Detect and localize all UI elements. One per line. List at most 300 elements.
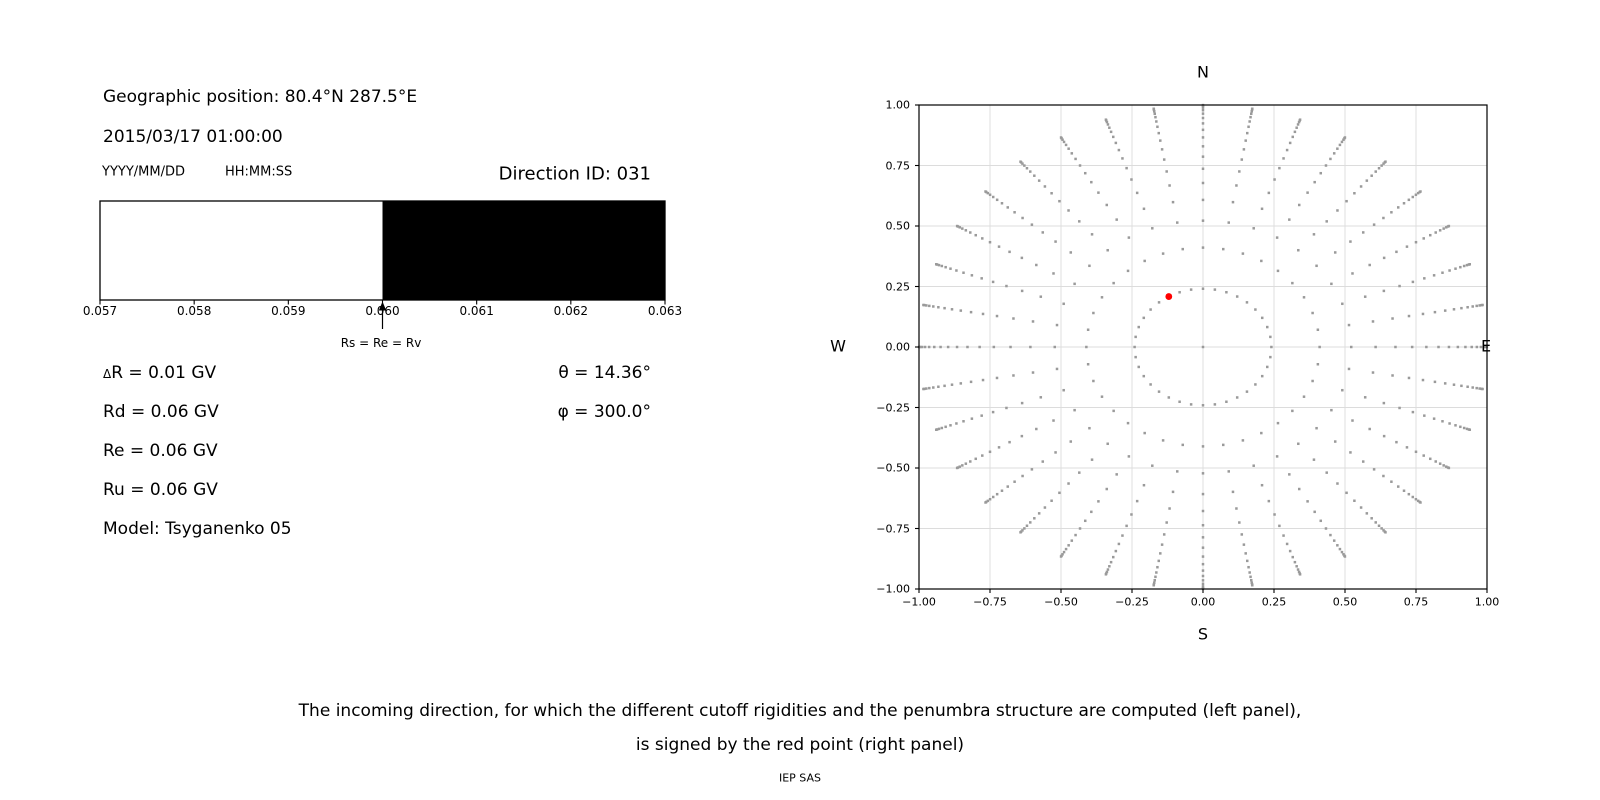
direction-dot (949, 267, 952, 270)
caption-line2: is signed by the red point (right panel) (635, 735, 965, 755)
direction-dot (1058, 492, 1061, 495)
direction-dot (1106, 443, 1109, 446)
direction-dot (996, 199, 999, 202)
direction-dot (1408, 493, 1411, 496)
direction-dot (1249, 576, 1252, 579)
direction-dot (1434, 231, 1437, 234)
direction-dot (974, 234, 977, 237)
direction-dot (1202, 122, 1205, 125)
direction-dot (1370, 174, 1373, 177)
direction-dot (993, 346, 996, 349)
direction-dot (1457, 346, 1460, 349)
direction-dot (982, 379, 985, 382)
direction-dot (1441, 271, 1444, 274)
direction-dot (1181, 248, 1184, 251)
direction-dot (1038, 179, 1041, 182)
direction-dot (1052, 419, 1055, 422)
direction-dot (1329, 158, 1332, 161)
direction-dot (956, 467, 959, 470)
direction-dot (1471, 305, 1474, 308)
direction-dot (1156, 566, 1159, 569)
direction-dot (1108, 126, 1111, 129)
direction-dot (1172, 201, 1175, 204)
direction-dot (1306, 191, 1309, 194)
direction-dot (1029, 521, 1032, 524)
direction-dot (1115, 473, 1118, 476)
direction-dot (960, 309, 963, 312)
direction-dot (1391, 374, 1394, 377)
direction-dot (980, 414, 983, 417)
x-tick-label: 0.25 (1261, 595, 1287, 609)
direction-dot (1403, 202, 1406, 205)
direction-dot (1118, 543, 1121, 546)
y-tick-label: 0.00 (885, 340, 910, 354)
direction-dot (1382, 217, 1385, 220)
direction-dot (1315, 427, 1318, 430)
direction-dot (965, 462, 968, 465)
direction-dot (1429, 458, 1432, 461)
direction-dot (1251, 584, 1254, 587)
direction-dot (1158, 390, 1161, 393)
direction-dot (1176, 470, 1179, 473)
direction-dot (1299, 573, 1302, 576)
y-tick-label: −1.00 (876, 582, 910, 596)
direction-dot (1454, 424, 1457, 427)
direction-dot (955, 269, 958, 272)
direction-dot (1157, 132, 1160, 135)
direction-dot (1448, 346, 1451, 349)
direction-dot (1019, 531, 1022, 534)
direction-dot (1127, 422, 1130, 425)
direction-dot (1374, 346, 1377, 349)
direction-dot (1374, 170, 1377, 173)
direction-dot (1364, 396, 1367, 399)
direction-dot (1341, 551, 1344, 554)
direction-dot (1176, 221, 1179, 224)
direction-dot (1433, 274, 1436, 277)
direction-dot (1246, 390, 1249, 393)
direction-dot (1154, 576, 1157, 579)
direction-dot (1448, 225, 1451, 228)
direction-dot (1276, 455, 1279, 458)
direction-dot (1419, 190, 1422, 193)
direction-dot (1459, 266, 1462, 269)
direction-dot (1190, 403, 1193, 406)
direction-dot (1448, 467, 1451, 470)
bar-tick-label: 0.059 (271, 304, 306, 318)
direction-dot (1078, 220, 1081, 223)
direction-dot (1134, 356, 1137, 359)
direction-dot (1390, 211, 1393, 214)
direction-dot (1289, 142, 1292, 145)
direction-dot (1031, 468, 1034, 471)
direction-dot (1470, 346, 1473, 349)
direction-dot (1395, 441, 1398, 444)
direction-dot (1333, 539, 1336, 542)
direction-dot (1254, 308, 1257, 311)
direction-dot (996, 315, 999, 318)
direction-dot (1074, 534, 1077, 537)
direction-dot (1250, 113, 1253, 116)
direction-dot (1325, 220, 1328, 223)
direction-dot (1202, 510, 1205, 513)
direction-dot (1044, 506, 1047, 509)
direction-dot (1442, 464, 1445, 467)
direction-dot (951, 308, 954, 311)
direction-dot (1153, 113, 1156, 116)
direction-dot (943, 385, 946, 388)
direction-dot (1001, 202, 1004, 205)
direction-dot (1383, 402, 1386, 405)
direction-dot (1079, 527, 1082, 530)
direction-dot (1408, 199, 1411, 202)
direction-dot (1202, 182, 1205, 185)
direction-dot (1336, 147, 1339, 150)
direction-dot (1054, 240, 1057, 243)
direction-dot (992, 281, 995, 284)
direction-dot (1202, 136, 1205, 139)
direction-dot (1351, 272, 1354, 275)
direction-dot (1143, 484, 1146, 487)
direction-dot (1050, 192, 1053, 195)
direction-dot (1097, 191, 1100, 194)
compass-east-label: E (1480, 336, 1492, 356)
direction-dot (1282, 534, 1285, 537)
direction-dot (1403, 489, 1406, 492)
direction-dot (1336, 209, 1339, 212)
x-tick-label: 0.50 (1332, 595, 1358, 609)
direction-dot (961, 464, 964, 467)
direction-dot (1315, 265, 1318, 268)
direction-dot (932, 386, 935, 389)
direction-dot (956, 346, 959, 349)
direction-dot (989, 241, 992, 244)
direction-dot (1054, 346, 1057, 349)
direction-dot (928, 305, 931, 308)
direction-dot (1202, 145, 1205, 148)
direction-dot (1291, 282, 1294, 285)
direction-dot (1439, 462, 1442, 465)
direction-dot (1298, 488, 1301, 491)
direction-dot (1297, 568, 1300, 571)
delta-r-row (103, 363, 216, 383)
direction-dot (1042, 231, 1045, 234)
direction-dot (1162, 252, 1165, 255)
direction-dot (1411, 346, 1414, 349)
direction-dot (1268, 500, 1271, 503)
direction-dot (1299, 118, 1302, 121)
direction-dot (1151, 227, 1154, 230)
direction-dot (1412, 281, 1415, 284)
direction-dot (1029, 170, 1032, 173)
direction-dot (989, 451, 992, 454)
direction-dot (1394, 346, 1397, 349)
direction-dot (1270, 346, 1273, 349)
direction-dot (1101, 296, 1104, 299)
direction-dot (1225, 401, 1228, 404)
direction-dot (1273, 178, 1276, 181)
direction-dot (1448, 422, 1451, 425)
direction-dot (1463, 265, 1466, 268)
direction-dot (1408, 315, 1411, 318)
direction-dot (935, 428, 938, 431)
direction-dot (1292, 136, 1295, 139)
direction-dot (992, 496, 995, 499)
direction-dot (1202, 579, 1205, 582)
direction-dot (1118, 149, 1121, 152)
direction-dot (1374, 521, 1377, 524)
direction-dot (1306, 500, 1309, 503)
direction-dot (1269, 336, 1272, 339)
bar-tick-label: 0.063 (647, 304, 683, 318)
direction-dot (1050, 499, 1053, 502)
time-format-label: HH:MM:SS (225, 164, 293, 180)
direction-dot (1248, 120, 1251, 123)
direction-dot (1260, 260, 1263, 263)
direction-dot (1092, 312, 1095, 315)
direction-dot (962, 420, 965, 423)
direction-dot (941, 265, 944, 268)
direction-dot (1202, 168, 1205, 171)
direction-dot (1190, 288, 1193, 291)
bar-tick-label: 0.062 (553, 304, 589, 318)
direction-dot (1383, 257, 1386, 260)
direction-dot (1151, 464, 1154, 467)
direction-dot (1382, 475, 1385, 478)
direction-dot (1088, 265, 1091, 268)
direction-dot (1127, 270, 1130, 273)
direction-dot (1202, 472, 1205, 475)
direction-dot (1044, 185, 1047, 188)
direction-dot (1412, 196, 1415, 199)
direction-dot (992, 411, 995, 414)
penumbra-forbidden-region (383, 201, 666, 300)
direction-dot (947, 346, 950, 349)
direction-dot (1368, 428, 1371, 431)
direction-dot (984, 501, 987, 504)
direction-dot (1339, 144, 1342, 147)
direction-dot (1303, 395, 1306, 398)
direction-dot (1130, 178, 1133, 181)
direction-dot (1444, 309, 1447, 312)
direction-dot (1021, 290, 1024, 293)
direction-dot (1341, 303, 1344, 306)
incoming-direction-red-point (1165, 293, 1172, 300)
direction-dot (1345, 200, 1348, 203)
direction-dot (1110, 561, 1113, 564)
direction-dot (1349, 451, 1352, 454)
direction-dot (1415, 451, 1418, 454)
direction-dot (1149, 308, 1152, 311)
direction-dot (1035, 264, 1038, 267)
direction-dot (1278, 525, 1281, 528)
direction-dot (1466, 306, 1469, 309)
datetime: 2015/03/17 01:00:00 (103, 127, 283, 147)
direction-dot (1423, 414, 1426, 417)
direction-dot (1313, 233, 1316, 236)
direction-dot (981, 237, 984, 240)
direction-dot (1031, 223, 1034, 226)
direction-dot (1008, 251, 1011, 254)
direction-dot (1460, 307, 1463, 310)
direction-dot (961, 227, 964, 230)
direction-dot (989, 498, 992, 501)
direction-dot (1453, 383, 1456, 386)
direction-dot (1001, 489, 1004, 492)
geographic-position: Geographic position: 80.4°N 287.5°E (103, 87, 418, 107)
direction-dot (928, 346, 931, 349)
direction-dot (1341, 141, 1344, 144)
direction-dot (1073, 283, 1076, 286)
direction-dot (1384, 531, 1387, 534)
direction-dot (1294, 561, 1297, 564)
compass-west-label: W (830, 336, 846, 356)
direction-dot (1329, 534, 1332, 537)
direction-dot (1090, 511, 1093, 514)
direction-dot (1298, 204, 1301, 207)
direction-dot (1244, 552, 1247, 555)
direction-dot (1101, 395, 1104, 398)
direction-dot (1384, 160, 1387, 163)
direction-dot (1073, 409, 1076, 412)
direction-dot (1294, 131, 1297, 134)
direction-dot (1168, 507, 1171, 510)
direction-dot (1202, 546, 1205, 549)
direction-dot (1136, 500, 1139, 503)
credit-label: IEP SAS (778, 771, 822, 785)
direction-dot (1350, 346, 1353, 349)
direction-dot (1040, 396, 1043, 399)
direction-dot (1009, 346, 1012, 349)
direction-dot (1067, 147, 1070, 150)
direction-dot (933, 346, 936, 349)
direction-dot (1202, 109, 1205, 112)
direction-dot (1317, 328, 1320, 331)
direction-dot (1143, 208, 1146, 211)
direction-dot (1297, 443, 1300, 446)
y-tick-label: 0.75 (885, 159, 910, 172)
direction-dot (1313, 511, 1316, 514)
direction-dot (1085, 346, 1088, 349)
cutoff-value-row: Rd = 0.06 GV (103, 402, 219, 422)
direction-dot (1143, 260, 1146, 263)
direction-dot (1372, 371, 1375, 374)
direction-dot (1247, 566, 1250, 569)
direction-dot (1227, 221, 1230, 224)
direction-dot (1251, 108, 1254, 111)
direction-dot (1054, 451, 1057, 454)
direction-dot (1052, 272, 1055, 275)
x-tick-label: −0.50 (1044, 595, 1078, 609)
direction-dot (1261, 375, 1264, 378)
direction-dot (1390, 480, 1393, 483)
direction-dot (1084, 520, 1087, 523)
direction-dot (1162, 439, 1165, 442)
direction-dot (1466, 386, 1469, 389)
direction-dot (1236, 396, 1239, 399)
direction-dot (1273, 513, 1276, 516)
direction-dot (1415, 241, 1418, 244)
direction-dot (1372, 320, 1375, 323)
direction-dot (1249, 116, 1252, 119)
direction-dot (1074, 158, 1077, 161)
x-tick-label: 0.00 (1190, 595, 1216, 609)
direction-dot (1442, 227, 1445, 230)
direction-dot (978, 346, 981, 349)
direction-dot (1266, 366, 1269, 369)
angle-value-row: θ = 14.36° (558, 363, 651, 383)
direction-dot (1378, 167, 1381, 170)
direction-dot (1092, 380, 1095, 383)
direction-dot (1079, 164, 1082, 167)
direction-dot (1157, 560, 1160, 563)
direction-dot (1021, 402, 1024, 405)
direction-dot (1202, 117, 1205, 120)
direction-dot (1078, 471, 1081, 474)
direction-dot (1423, 277, 1426, 280)
direction-dot (1476, 346, 1479, 349)
direction-dot (960, 382, 963, 385)
direction-dot (1110, 131, 1113, 134)
direction-dot (989, 194, 992, 197)
x-tick-label: 1.00 (1474, 595, 1500, 609)
direction-dot (1202, 555, 1205, 558)
direction-dot (971, 274, 974, 277)
direction-dot (1202, 246, 1205, 249)
direction-dot (1202, 404, 1205, 407)
direction-dot (1225, 291, 1228, 294)
direction-dot (1469, 263, 1472, 266)
direction-dot (1412, 411, 1415, 414)
direction-dot (1042, 460, 1045, 463)
direction-dot (1276, 236, 1279, 239)
direction-dot (1202, 575, 1205, 578)
direction-dot (1353, 499, 1356, 502)
direction-dot (1107, 123, 1110, 126)
direction-dot (1033, 517, 1036, 520)
direction-dot (1088, 427, 1091, 430)
direction-dot (1415, 194, 1418, 197)
direction-dot (998, 446, 1001, 449)
direction-dot (1065, 548, 1068, 551)
direction-dot (1334, 251, 1337, 254)
date-format-label: YYYY/MM/DD (102, 164, 185, 180)
direction-dot (970, 311, 973, 314)
direction-dot (1060, 555, 1063, 558)
direction-dot (1364, 295, 1367, 298)
direction-dot (1040, 295, 1043, 298)
direction-dot (944, 266, 947, 269)
direction-dot (1422, 237, 1425, 240)
direction-dot (1112, 136, 1115, 139)
direction-dot (1071, 539, 1074, 542)
direction-dot (932, 305, 935, 308)
direction-dot (951, 383, 954, 386)
direction-dot (1325, 527, 1328, 530)
direction-dot (1313, 458, 1316, 461)
direction-dot (1246, 301, 1249, 304)
direction-dot (1444, 382, 1447, 385)
direction-dot (1366, 512, 1369, 515)
direction-dot (1362, 460, 1365, 463)
direction-dot (1202, 524, 1205, 527)
direction-dot (1286, 149, 1289, 152)
direction-dot (1033, 174, 1036, 177)
direction-dot (1035, 428, 1038, 431)
direction-dot (1038, 512, 1041, 515)
direction-dot (1311, 380, 1314, 383)
direction-dot (1026, 167, 1029, 170)
